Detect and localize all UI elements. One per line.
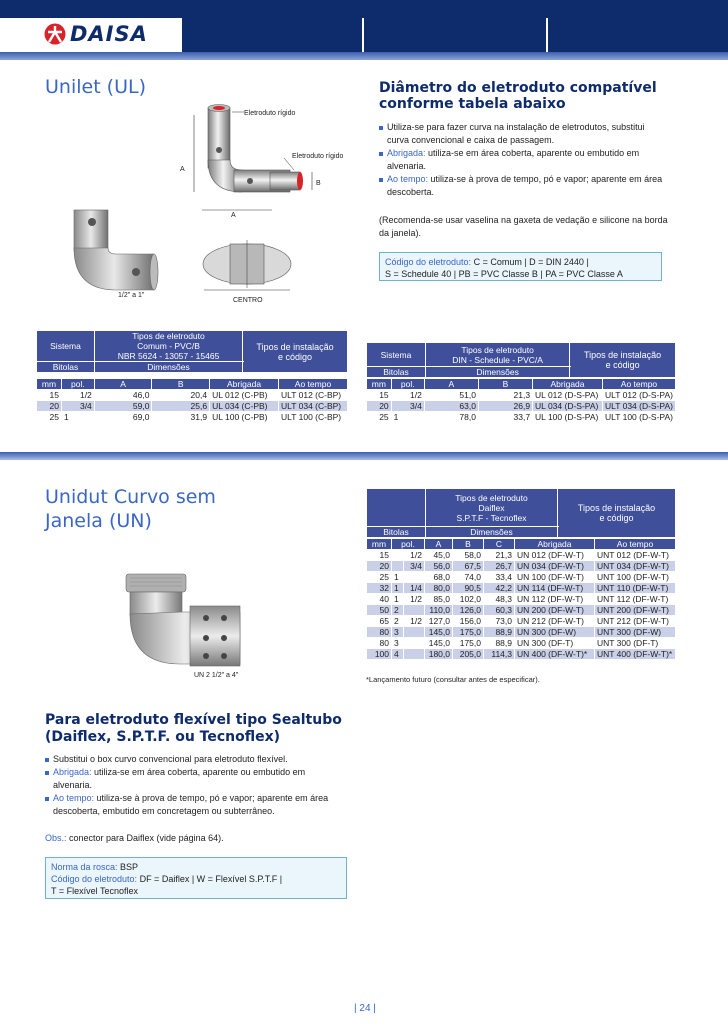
col-header: B: [453, 539, 484, 550]
col-header: Dimensões: [426, 527, 558, 538]
col-header: pol.: [391, 379, 424, 390]
col-header: Abrigada: [515, 539, 595, 550]
photo-caption: 1/2" a 1": [118, 292, 145, 299]
col-header: Ao tempo: [602, 379, 675, 390]
section-title: Janela (UN): [45, 510, 152, 532]
table-row: 15 1/2 45,0 58,0 21,3 UN 012 (DF-W-T) UNT 012 (DF-W-T): [367, 550, 676, 561]
header-segment: [548, 18, 728, 52]
unidut-table-body: [366, 538, 676, 660]
col-header: Ao tempo: [278, 379, 347, 390]
code-label: Código do eletroduto:: [51, 874, 138, 884]
figure-label: Eletroduto rígido: [292, 153, 344, 160]
header-segment: [182, 18, 362, 52]
table-row: 80 3 145,0 175,0 88,9 UN 300 (DF-T) UNT 300 (DF-T): [367, 638, 676, 649]
col-header: Abrigada: [533, 379, 603, 390]
code-legend-box: [45, 857, 347, 899]
table-row: 20 3/4 63,0 26,9 UL 034 (D-S-PA) ULT 034 (D-S-PA): [367, 401, 676, 412]
table-row: 100 4 180,0 205,0 114,3 UN 400 (DF-W-T)* UNT 400 (DF-W-T)*: [367, 649, 676, 660]
table-row: 32 1 1/4 80,0 90,5 42,2 UN 114 (DF-W-T) UNT 110 (DF-W-T): [367, 583, 676, 594]
table-row: 15 1/2 46,0 20,4 UL 012 (C-PB) ULT 012 (C-BP): [37, 390, 348, 401]
col-header: pol.: [61, 379, 94, 390]
col-header: A: [94, 379, 152, 390]
photo-caption: UN 2 1/2" a 4": [194, 672, 239, 679]
col-header: mm: [367, 539, 392, 550]
dimension-label: A: [180, 166, 185, 173]
unidut-photo: [120, 572, 250, 672]
col-header: Bitolas: [367, 527, 426, 538]
feature-item: Abrigada: utiliza-se em área coberta, aparente ou embutido em alvenaria.: [379, 147, 669, 173]
code-text: T = Flexível Tecnoflex: [51, 886, 138, 896]
col-header: C: [484, 539, 515, 550]
section-subtitle: Diâmetro do eletroduto compatível: [379, 80, 657, 96]
table-row: 80 3 145,0 175,0 88,9 UN 300 (DF-W) UNT 300 (DF-W): [367, 627, 676, 638]
brand-name: DAISA: [70, 22, 148, 46]
unilet-center-view: [200, 240, 295, 298]
daisa-logo-icon: [44, 23, 66, 45]
header-underline: [0, 52, 728, 60]
col-header: Tipos de eletroduto Daiflex S.P.T.F - Tecnoflex: [426, 489, 558, 527]
unilet-table-comum-body: [36, 378, 348, 423]
section-subtitle: (Daiflex, S.P.T.F. ou Tecnoflex): [45, 729, 281, 745]
col-header: Tipos de eletroduto DIN - Schedule - PVC/A: [426, 343, 570, 367]
col-header: Bitolas: [367, 367, 426, 378]
norma-value: BSP: [117, 862, 139, 872]
unilet-photo: [70, 208, 160, 294]
unilet-table-comum: [36, 330, 348, 373]
col-header: Tipos de instalação e código: [558, 489, 676, 538]
feature-item: Abrigada: utiliza-se em área coberta, aparente ou embutido em alvenaria.: [45, 766, 335, 792]
col-header: Abrigada: [210, 379, 279, 390]
col-header: mm: [367, 379, 392, 390]
unidut-table-header: [366, 488, 676, 538]
col-header: Sistema: [37, 331, 95, 362]
section-title: Unidut Curvo sem: [45, 486, 216, 508]
feature-list: [379, 121, 669, 199]
obs-text: Obs.: conector para Daiflex (vide página 64).: [45, 833, 224, 843]
header-top-bar: [0, 0, 728, 18]
table-footnote: *Lançamento futuro (consultar antes de especificar).: [366, 675, 540, 684]
table-row: 65 2 1/2 127,0 156,0 73,0 UN 212 (DF-W-T) UNT 212 (DF-W-T): [367, 616, 676, 627]
unilet-table-din: [366, 342, 676, 378]
code-text: C = Comum | D = DIN 2440 |: [471, 257, 589, 267]
table-row: 15 1/2 51,0 21,3 UL 012 (D-S-PA) ULT 012 (D-S-PA): [367, 390, 676, 401]
header-segment: [364, 18, 546, 52]
code-label: Código do eletroduto:: [385, 257, 472, 267]
table-row: 25 1 78,0 33,7 UL 100 (D-S-PA) ULT 100 (D-S-PA): [367, 412, 676, 423]
table-row: 25 1 68,0 74,0 33,4 UN 100 (DF-W-T) UNT 100 (DF-W-T): [367, 572, 676, 583]
code-legend-box: [379, 252, 662, 281]
col-header: B: [152, 379, 210, 390]
feature-item: Ao tempo: utiliza-se à prova de tempo, pó e vapor; aparente em área descoberta.: [379, 173, 669, 199]
col-header: Tipos de instalação e código: [243, 331, 348, 373]
feature-item: Ao tempo: utiliza-se à prova de tempo, pó e vapor; aparente em área descoberta, embutido em concretagem ou subterrâneo.: [45, 792, 335, 818]
col-header: [367, 489, 426, 527]
dimension-label: A: [231, 212, 236, 219]
section-subtitle: Para eletroduto flexível tipo Sealtubo: [45, 712, 342, 728]
table-row: 25 1 69,0 31,9 UL 100 (C-PB) ULT 100 (C-BP): [37, 412, 348, 423]
note-text: (Recomenda-se usar vaselina na gaxeta de vedação e silicone na borda da janela).: [379, 215, 668, 238]
figure-label: CENTRO: [233, 297, 263, 304]
section-subtitle: conforme tabela abaixo: [379, 96, 566, 112]
col-header: pol.: [392, 539, 425, 550]
section-title: Unilet (UL): [45, 76, 147, 98]
table-row: 20 3/4 56,0 67,5 26,7 UN 034 (DF-W-T) UNT 034 (DF-W-T): [367, 561, 676, 572]
col-header: Tipos de instalação e código: [570, 343, 676, 378]
feature-list: [45, 753, 335, 818]
unilet-drawing: [172, 100, 352, 220]
norma-label: Norma da rosca:: [51, 862, 118, 872]
col-header: A: [424, 379, 478, 390]
page-number: | 24 |: [354, 1003, 376, 1014]
col-header: Bitolas: [37, 362, 95, 373]
col-header: B: [478, 379, 532, 390]
col-header: Dimensões: [426, 367, 570, 378]
code-text: S = Schedule 40 | PB = PVC Classe B | PA = PVC Classe A: [385, 269, 623, 279]
col-header: A: [425, 539, 453, 550]
feature-item: Substitui o box curvo convencional para eletroduto flexível.: [45, 753, 335, 766]
table-row: 40 1 1/2 85,0 102,0 48,3 UN 112 (DF-W-T) UNT 112 (DF-W-T): [367, 594, 676, 605]
col-header: Sistema: [367, 343, 426, 367]
col-header: Tipos de eletroduto Comum - PVC/B NBR 5624 - 13057 - 15465: [95, 331, 243, 362]
col-header: mm: [37, 379, 62, 390]
section-separator: [0, 452, 728, 460]
dimension-label: B: [316, 180, 321, 187]
figure-label: Eletroduto rígido: [244, 110, 296, 117]
col-header: Ao tempo: [595, 539, 676, 550]
col-header: Dimensões: [95, 362, 243, 373]
feature-item: Utiliza-se para fazer curva na instalação de eletrodutos, substitui curva convencional e caixa de passagem.: [379, 121, 669, 147]
table-row: 50 2 110,0 126,0 60,3 UN 200 (DF-W-T) UNT 200 (DF-W-T): [367, 605, 676, 616]
unilet-table-din-body: [366, 378, 676, 423]
code-text: DF = Daiflex | W = Flexível S.P.T.F |: [137, 874, 283, 884]
table-row: 20 3/4 59,0 25,6 UL 034 (C-PB) ULT 034 (C-BP): [37, 401, 348, 412]
